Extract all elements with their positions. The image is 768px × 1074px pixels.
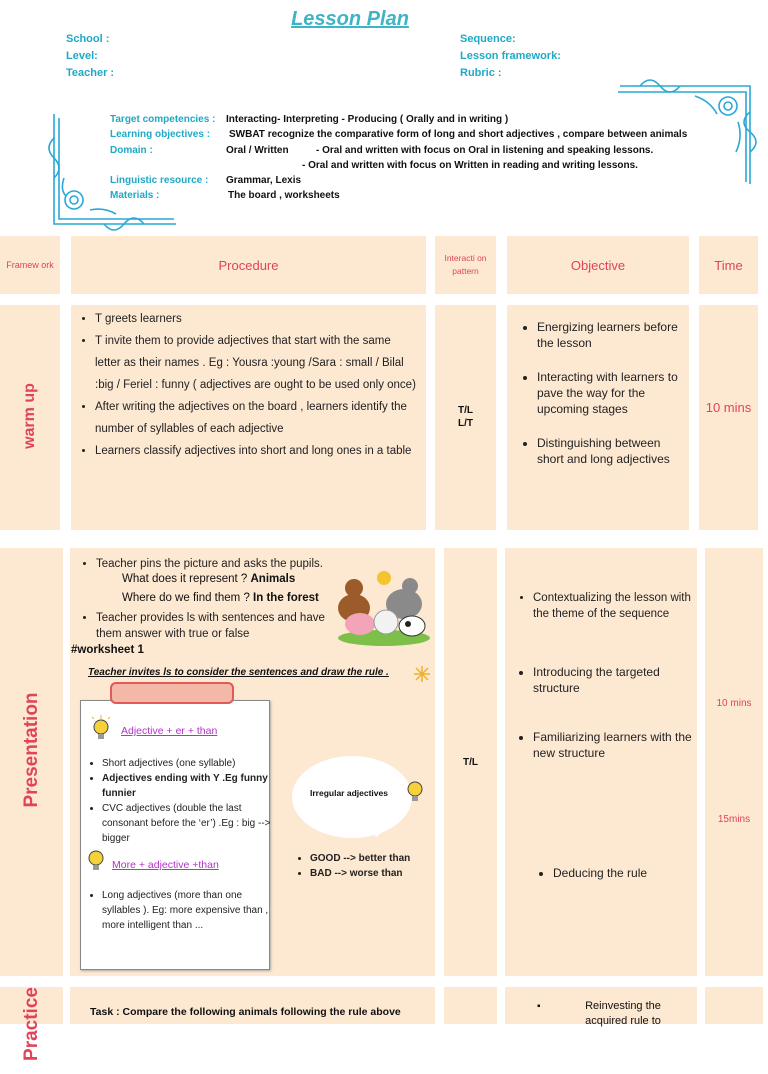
answer-2: In the forest [253,592,319,604]
list-item: • Teacher pins the picture and asks the pupils. [96,556,376,572]
list-item: • Deducing the rule [553,865,709,881]
presentation-time-2: 15mins [717,814,751,825]
list-item: • Energizing learners before the lesson [537,319,681,351]
irregular-title: Irregular adjectives [310,788,388,798]
clipboard-clip [110,682,234,704]
practice-interaction-cell [444,987,497,1024]
presentation-objective-cell [505,548,697,976]
domain-note-2: - Oral and written with focus on Written in reading and writing lessons. [302,160,638,171]
warmup-time: 10 mins [705,400,752,415]
question-1: What does it represent ? Animals [122,573,296,585]
linguistic-label: Linguistic resource : [110,175,209,186]
farm-animals-icon [334,564,434,646]
warmup-procedure-list [77,308,416,462]
header-framework: Framew ork [0,236,60,294]
target-label: Target competencies : [110,114,216,125]
warmup-interaction-cell [435,305,496,530]
list-item: • After writing the adjectives on the board , learners identify the number of syllables of each adjective [95,396,416,440]
practice-time-cell [705,987,763,1024]
presentation-procedure-cell [70,548,435,976]
domain-note-1: - Oral and written with focus on Oral in listening and speaking lessons. [316,145,654,156]
warmup-objective-list [519,319,681,467]
school-label: School : [66,33,110,45]
presentation-objective-list-2 [515,664,709,696]
presentation-objective-list-3 [515,729,709,761]
rule1-title: Adjective + er + than [121,725,218,737]
list-item: • Short adjectives (one syllable) [102,756,282,771]
practice-procedure-cell [70,987,435,1024]
presentation-list-2 [78,610,336,642]
warmup-interaction-2: L/T [458,418,473,429]
header-procedure: Procedure [71,236,426,294]
page-title: Lesson Plan [291,8,409,30]
list-item: • T invite them to provide adjectives that start with the same letter as their names . Eg : Yousra :young /Sara : small / Bilal :big / Feriel : funny ( adjectives are ought to be used only once) [95,330,416,396]
objectives-value: SWBAT recognize the comparative form of long and short adjectives , compare between animals [229,129,688,140]
target-value: Interacting- Interpreting - Producing ( Orally and in writing ) [226,114,509,125]
rule2-list [84,888,280,933]
objectives-label: Learning objectives : [110,129,211,140]
warmup-procedure-cell [71,305,426,530]
practice-label-cell [0,987,63,1061]
presentation-time-cell [705,548,763,976]
sequence-label: Sequence: [460,33,516,45]
presentation-interaction-cell [444,548,497,976]
header-time: Time [699,236,758,294]
presentation-objective-list-4 [535,865,709,881]
rubric-label: Rubric : [460,67,502,79]
practice-objective-cell [505,987,697,1027]
list-item: • Introducing the targeted structure [533,664,709,696]
sparkle-icon [413,665,431,683]
domain-label: Domain : [110,145,153,156]
materials-label: Materials : [110,190,160,201]
lightbulb-icon [87,848,105,874]
linguistic-value: Grammar, Lexis [226,175,302,186]
header-interaction: Interacti on pattern [435,236,496,294]
practice-task: Task : Compare the following animals following the rule above [90,1006,401,1018]
rule2-title: More + adjective +than [112,859,219,871]
header-objective: Objective [507,236,689,294]
answer-1: Animals [250,573,296,585]
lightbulb-icon [406,779,424,805]
framework-label: Lesson framework: [460,50,561,62]
list-item: • BAD --> worse than [310,866,450,881]
rule1-list [84,756,282,846]
presentation-interaction: T/L [463,757,478,768]
presentation-time-1: 10 mins [716,698,752,709]
ornament-bottom-left-icon [44,108,184,233]
practice-objective: Reinvesting the acquired rule to [585,1000,661,1027]
warmup-label-cell [0,305,60,530]
list-item: • T greets learners [95,308,416,330]
presentation-list-1 [78,556,376,572]
worksheet-label: #worksheet 1 [71,644,144,656]
level-label: Level: [66,50,98,62]
list-item: • Long adjectives (more than one syllables ). Eg: more expensive than , more intelligent than ... [102,888,280,933]
lightbulb-icon [92,717,110,743]
rule-instruction: Teacher invites ls to consider the sentences and draw the rule . [88,667,389,678]
irregular-list [292,851,450,881]
materials-value: The board , worksheets [228,190,340,201]
list-item: • Interacting with learners to pave the way for the upcoming stages [537,369,681,417]
warmup-objective-cell [507,305,689,530]
list-item: • GOOD --> better than [310,851,450,866]
domain-value: Oral / Written [226,145,289,156]
warmup-label: warm up [21,383,38,449]
list-item: • Teacher provides ls with sentences and have them answer with true or false [96,610,336,642]
list-item: • Contextualizing the lesson with the theme of the sequence [533,590,709,622]
list-item: • CVC adjectives (double the last consonant before the ‘er’) .Eg : big --> bigger [102,801,282,846]
list-item: • Adjectives ending with Y .Eg funny funnier [102,771,282,801]
warmup-interaction-1: T/L [458,405,473,416]
list-item: • Familiarizing learners with the new structure [533,729,709,761]
warmup-time-cell [699,305,758,530]
teacher-label: Teacher : [66,67,115,79]
list-item: • Distinguishing between short and long adjectives [537,435,681,467]
question-2: Where do we find them ? In the forest [122,592,319,604]
list-item: • Learners classify adjectives into short and long ones in a table [95,440,416,462]
presentation-objective-list-1 [515,590,709,622]
practice-label: Practice [21,987,42,1061]
presentation-label: Presentation [21,692,42,808]
presentation-label-cell [0,548,63,976]
practice-bullet: ▪ [537,1001,541,1012]
